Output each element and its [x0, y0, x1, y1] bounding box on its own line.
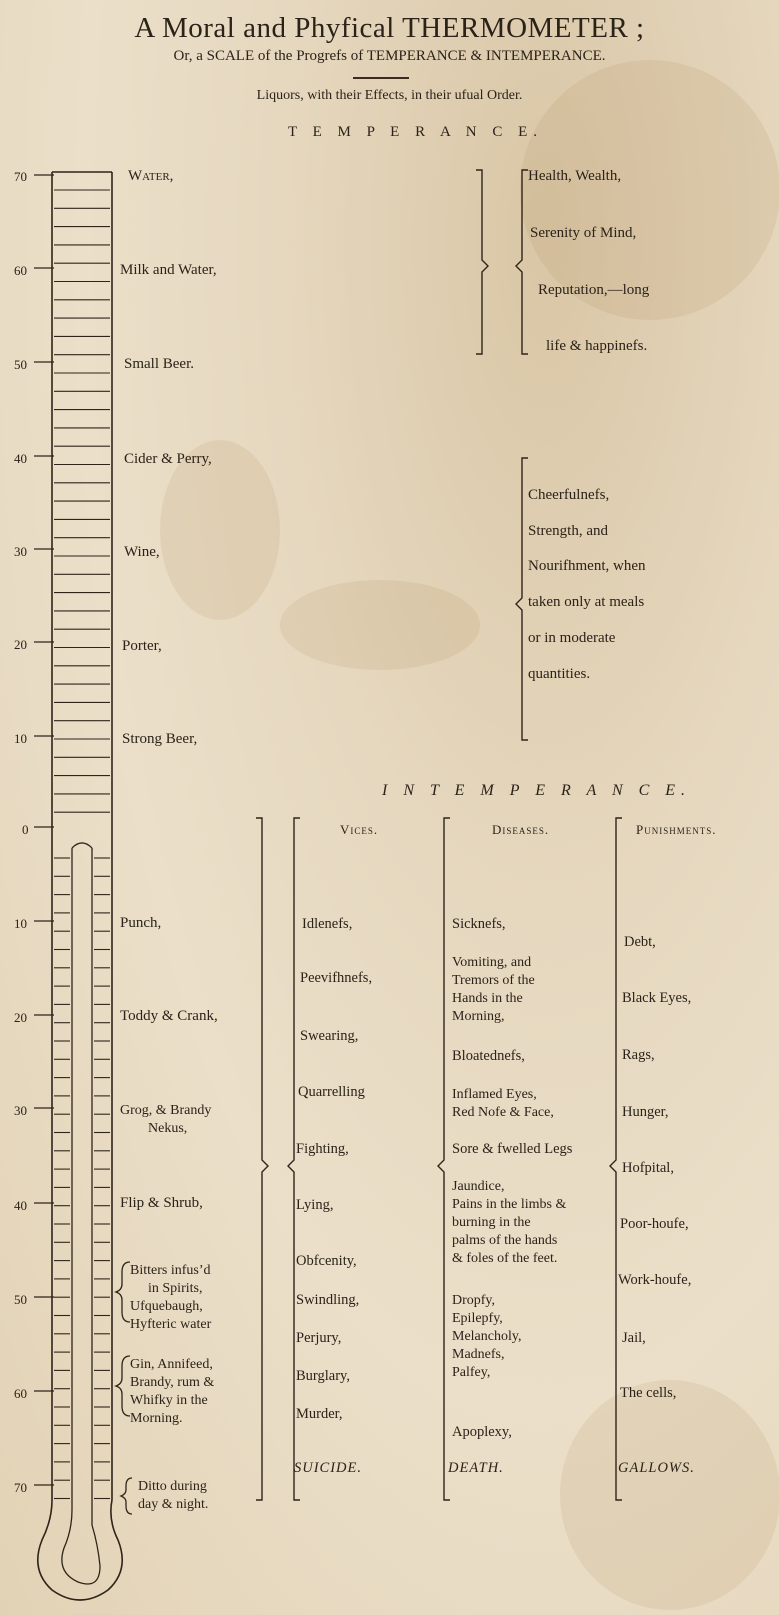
scale-label: 50	[14, 1292, 27, 1307]
liquor-water: Water,	[128, 168, 174, 184]
thermometer-bulb-inner	[62, 1510, 100, 1584]
scale-label: 40	[14, 451, 27, 466]
disease-item: Jaundice, Pains in the limbs & burning in the palms of the hands & foles of the feet.	[452, 1179, 567, 1266]
scale-label: 70	[14, 1480, 27, 1495]
effect-item: Serenity of Mind,	[530, 225, 637, 241]
effect-item: Reputation,—long	[538, 282, 650, 298]
vice-item: Swindling,	[296, 1292, 360, 1308]
disease-item: Bloatednefs,	[452, 1048, 525, 1064]
disease-item: Inflamed Eyes, Red Nofe & Face,	[452, 1087, 554, 1120]
title-divider	[353, 77, 409, 79]
scale-label: 30	[14, 544, 27, 559]
column-bracket	[288, 818, 300, 1500]
effect-item: Nourifhment, when	[528, 558, 646, 574]
effect-item: Strength, and	[528, 523, 608, 539]
scale-label: 60	[14, 1386, 27, 1401]
punishment-item: Hunger,	[622, 1104, 669, 1120]
disease-item: Sore & fwelled Legs	[452, 1141, 573, 1157]
thermometer-bulb-outer	[38, 1500, 122, 1600]
liquor-porter: Porter,	[122, 638, 162, 654]
scale-label: 10	[14, 731, 27, 746]
punishment-item: Work-houfe,	[618, 1272, 692, 1288]
column-bracket	[256, 818, 268, 1500]
punishment-item: The cells,	[620, 1385, 677, 1401]
punishment-item: Hofpital,	[622, 1160, 674, 1176]
vice-item: Swearing,	[300, 1028, 359, 1044]
page-title: A Moral and Phyfical THERMOMETER ;	[134, 12, 645, 44]
disease-item: Apoplexy,	[452, 1424, 512, 1440]
scale-label: 0	[22, 822, 29, 837]
scale-label: 10	[14, 916, 27, 931]
punishments-header: Punishments.	[636, 822, 717, 837]
liquors-caption: Liquors, with their Effects, in their ufual Order.	[256, 88, 523, 103]
effect-item: Health, Wealth,	[528, 168, 622, 184]
vice-item: Peevifhnefs,	[300, 970, 373, 986]
liquor-grog: Grog, & Brandy Nekus,	[120, 1103, 212, 1136]
vice-item: Obfcenity,	[296, 1253, 357, 1269]
scale-label: 40	[14, 1198, 27, 1213]
diseases-header: Diseases.	[492, 822, 550, 837]
punishment-item: Rags,	[622, 1047, 655, 1063]
effect-bracket	[516, 458, 528, 740]
scale-label: 70	[14, 169, 27, 184]
liquor-cider-perry: Cider & Perry,	[124, 451, 212, 467]
vice-item: Burglary,	[296, 1368, 350, 1384]
vice-item: Lying,	[296, 1197, 334, 1213]
punishment-item: Jail,	[622, 1330, 646, 1346]
punishment-gallows: GALLOWS.	[618, 1460, 695, 1476]
scale-label: 50	[14, 357, 27, 372]
liquor-toddy: Toddy & Crank,	[120, 1008, 218, 1024]
disease-item: Sicknefs,	[452, 916, 506, 932]
liquor-bitters: Bitters infus’d in Spirits, Ufquebaugh, Hyfteric water	[130, 1263, 212, 1332]
punishment-item: Black Eyes,	[622, 990, 692, 1006]
liquor-flip: Flip & Shrub,	[120, 1195, 203, 1211]
thermometer-bore-top	[72, 843, 92, 848]
scale-label: 20	[14, 637, 27, 652]
liquor-small-beer: Small Beer.	[124, 356, 194, 372]
effect-bracket	[516, 170, 528, 354]
disease-item: Dropfy, Epilepfy, Melancholy, Madnefs, Palfey,	[452, 1293, 522, 1380]
liquor-strong-beer: Strong Beer,	[122, 731, 198, 747]
liquor-punch: Punch,	[120, 915, 162, 931]
liquor-milk-water: Milk and Water,	[120, 262, 217, 278]
intemperance-heading: I N T E M P E R A N C E.	[382, 782, 692, 799]
scale-label: 60	[14, 263, 27, 278]
vices-header: Vices.	[340, 822, 379, 837]
effect-item: or in moderate	[528, 630, 616, 646]
effect-item: taken only at meals	[528, 594, 645, 610]
liquor-brace	[116, 1262, 130, 1322]
vice-item: Murder,	[296, 1406, 343, 1422]
scale-label: 30	[14, 1103, 27, 1118]
vice-item: Perjury,	[296, 1330, 342, 1346]
liquor-gin: Gin, Annifeed, Brandy, rum & Whifky in the Morning.	[130, 1357, 215, 1426]
vice-item: Idlenefs,	[302, 916, 353, 932]
vice-item: Fighting,	[296, 1141, 349, 1157]
temperance-heading: T E M P E R A N C E.	[288, 124, 544, 140]
liquor-brace	[121, 1478, 132, 1514]
disease-item: Vomiting, and Tremors of the Hands in the Morning,	[452, 955, 535, 1024]
effect-bracket	[476, 170, 488, 354]
disease-death: DEATH.	[448, 1460, 504, 1476]
column-bracket	[438, 818, 450, 1500]
vice-item: Quarrelling	[298, 1084, 365, 1100]
liquor-ditto: Ditto during day & night.	[138, 1479, 209, 1512]
liquor-brace	[116, 1356, 130, 1416]
effect-item: life & happinefs.	[546, 338, 648, 354]
effect-item: quantities.	[528, 666, 591, 682]
punishment-item: Debt,	[624, 934, 656, 950]
page-subtitle: Or, a SCALE of the Progrefs of TEMPERANCE & INTEMPERANCE.	[173, 48, 606, 64]
liquor-wine: Wine,	[124, 544, 160, 560]
vice-suicide: SUICIDE.	[294, 1460, 363, 1476]
punishment-item: Poor-houfe,	[620, 1216, 689, 1232]
scale-label: 20	[14, 1010, 27, 1025]
effect-item: Cheerfulnefs,	[528, 487, 610, 503]
